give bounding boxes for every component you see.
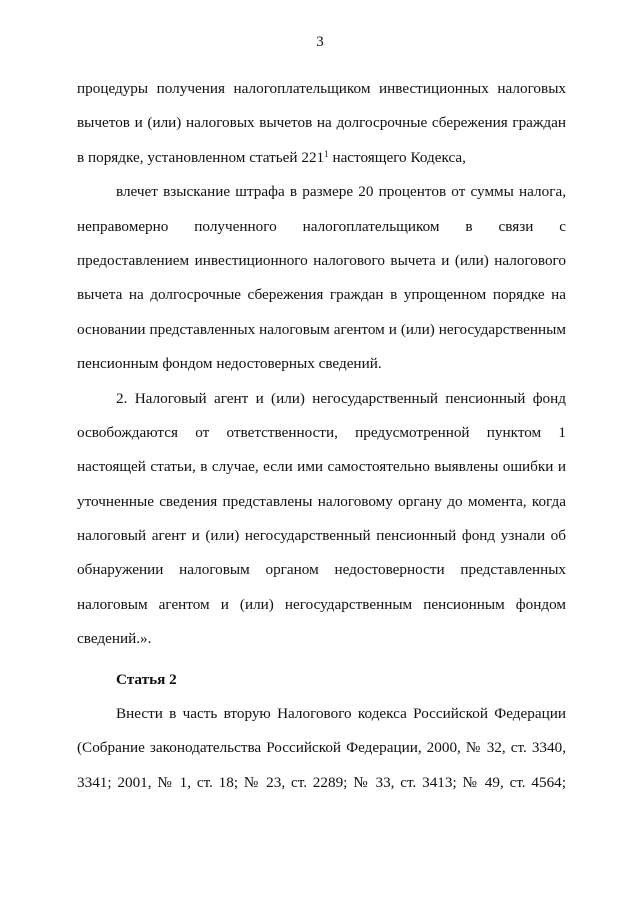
paragraph-article-2 [77, 697, 566, 800]
superscript: 1 [324, 148, 329, 159]
paragraph-line: пенсионным фондом недостоверных сведений. [77, 355, 382, 373]
paragraph-line: процедуры получения налогоплательщиком инвестиционных налоговых [77, 80, 566, 97]
paragraph-line [77, 141, 566, 175]
paragraph-line: неправомерно полученного налогоплательщиком в связи с [77, 217, 566, 235]
paragraph-line: (Собрание законодательства Российской Федерации, 2000, № 32, ст. 3340, [77, 739, 566, 757]
paragraph-line: сведений.». [77, 630, 152, 648]
paragraph-line: настоящей статьи, в случае, если ими самостоятельно выявлены ошибки и [77, 458, 566, 476]
article-heading: Статья 2 [116, 670, 177, 688]
paragraph-line: влечет взыскание штрафа в размере 20 процентов от суммы налога, [116, 183, 566, 201]
paragraph-3 [77, 382, 566, 657]
paragraph-line: налоговый агент и (или) негосударственный пенсионный фонд узнали об [77, 527, 566, 545]
paragraph-2 [77, 175, 566, 381]
paragraph-line: обнаружении налоговым органом недостоверности представленных [77, 561, 566, 579]
paragraph-line: предоставлением инвестиционного налогового вычета и (или) налогового [77, 251, 566, 269]
paragraph-line: налоговым агентом и (или) негосударственным пенсионным фондом [77, 595, 566, 613]
paragraph-line: освобождаются от ответственности, предусмотренной пунктом 1 [77, 423, 566, 441]
paragraph-line: вычетов и (или) налоговых вычетов на долгосрочные сбережения граждан [77, 114, 566, 132]
paragraph-line: уточненные сведения представлены налоговому органу до момента, когда [77, 492, 566, 510]
paragraph-line: 3341; 2001, № 1, ст. 18; № 23, ст. 2289; № 33, ст. 3413; № 49, ст. 4564; [77, 773, 566, 791]
document-body [77, 72, 566, 800]
paragraph-line: Внести в часть вторую Налогового кодекса Российской Федерации [116, 705, 566, 723]
paragraph-1 [77, 72, 566, 175]
paragraph-line: вычета на долгосрочные сбережения граждан в упрощенном порядке на [77, 286, 566, 304]
page-number: 3 [316, 34, 324, 50]
line-text: в порядке, установленном статьей 221 [77, 148, 325, 166]
paragraph-line: 2. Налоговый агент и (или) негосударственный пенсионный фонд [116, 389, 566, 407]
line-text: настоящего Кодекса, [328, 148, 466, 166]
paragraph-line: основании представленных налоговым агентом и (или) негосударственным [77, 320, 566, 338]
